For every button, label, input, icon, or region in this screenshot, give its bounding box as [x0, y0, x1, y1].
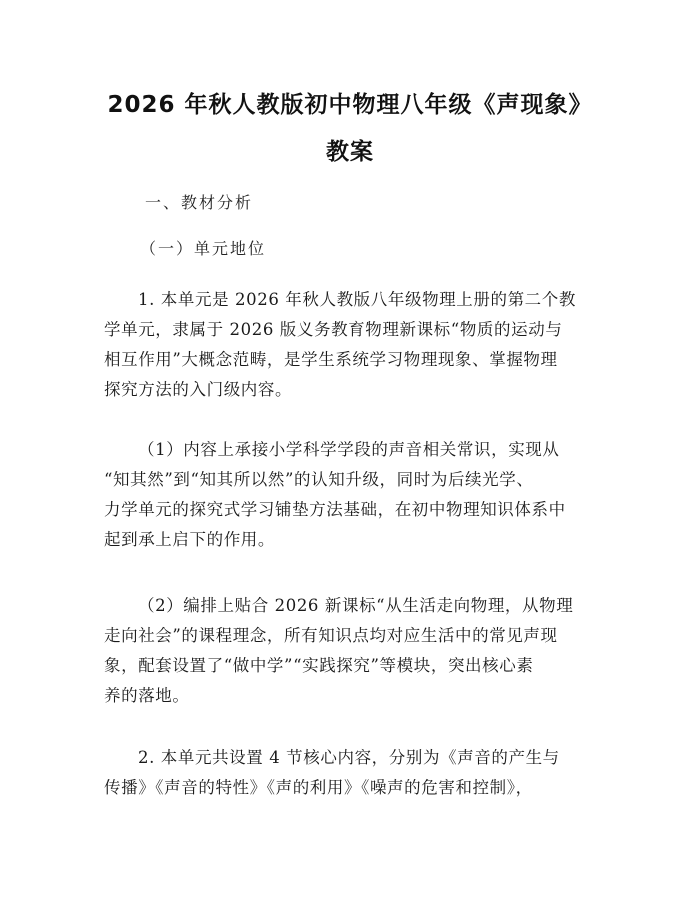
paragraph-line: 养的落地。	[104, 686, 190, 705]
paragraph-line: 探究方法的入门级内容。	[104, 380, 293, 399]
paragraph-line: 走向社会”的课程理念，所有知识点均对应生活中的常见声现	[104, 626, 558, 645]
paragraph-line: （2）编排上贴合 2026 新课标“从生活走向物理，从物理	[138, 596, 574, 615]
paragraph-line: 相互作用”大概念范畴，是学生系统学习物理现象、掌握物理	[104, 350, 558, 369]
paragraph-1	[104, 285, 604, 405]
paragraph-line: “知其然”到“知其所以然”的认知升级，同时为后续光学、	[104, 470, 534, 489]
paragraph-line: （1）内容上承接小学科学学段的声音相关常识，实现从	[138, 440, 560, 459]
document-title-line-1: 2026 年秋人教版初中物理八年级《声现象》	[107, 92, 593, 118]
paragraph-line: 起到承上启下的作用。	[104, 530, 275, 549]
paragraph-line: 力学单元的探究式学习铺垫方法基础，在初中物理知识体系中	[104, 500, 566, 519]
section-heading: 一、教材分析	[145, 193, 254, 212]
paragraph-3	[104, 591, 604, 711]
paragraph-line: 1. 本单元是 2026 年秋人教版八年级物理上册的第二个教	[138, 290, 576, 309]
paragraph-line: 学单元，隶属于 2026 版义务教育物理新课标“物质的运动与	[104, 320, 563, 339]
subsection-heading: （一）单元地位	[140, 239, 267, 258]
paragraph-4	[104, 743, 604, 803]
document-title-line-2: 教案	[326, 139, 374, 165]
paragraph-2	[104, 435, 604, 555]
paragraph-line: 传播》《声音的特性》《声的利用》《噪声的危害和控制》，	[104, 778, 533, 797]
paragraph-line: 2. 本单元共设置 4 节核心内容，分别为《声音的产生与	[138, 748, 560, 767]
paragraph-line: 象，配套设置了“做中学”“实践探究”等模块，突出核心素	[104, 656, 534, 675]
